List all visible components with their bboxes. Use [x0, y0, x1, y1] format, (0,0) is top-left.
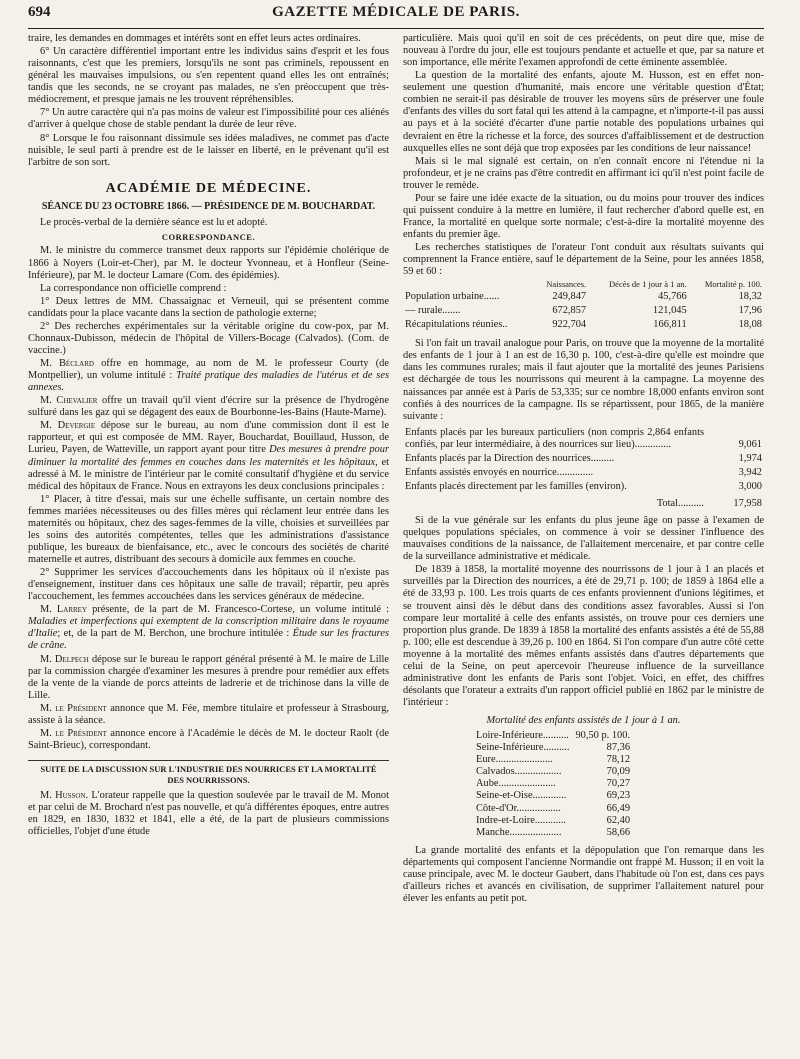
- rate: 78,12: [606, 754, 631, 766]
- department: Seine-et-Oise.............: [476, 790, 567, 802]
- correspondance-heading: CORRESPONDANCE.: [161, 231, 256, 242]
- paragraph: 2° Des recherches expérimentales sur la véritable origine du cow-pox, par M. Chonnaux-Dubisson, médecin de l'hôpital de Villers-Bocage (Calvados). (Com. de vaccine.): [28, 320, 389, 356]
- speaker-name: M. Husson.: [40, 790, 89, 802]
- rate: 69,23: [606, 790, 631, 802]
- speaker-name: M. Delpech: [40, 653, 89, 665]
- paragraph: [28, 790, 389, 838]
- paragraph: Les recherches statistiques de l'orateur l'ont conduit aux résultats suivants qui comprennent la France entière, sauf le département de la Seine, pour les années 1858, 59 et 60 :: [403, 242, 764, 278]
- rate: 70,09: [606, 766, 631, 778]
- row-value: 3,942: [738, 466, 762, 478]
- row-label: Enfants placés directement par les familles (environ).: [405, 480, 627, 492]
- paragraph: 6° Un caractère différentiel important entre les individus sains d'esprit et les fous raisonnants, c'est que les premiers, lorsqu'ils ne sont pas criminels, repoussent en général les mauvaises impulsions, ou s'en repentent quand elles les ont entraînés; tandis que les seconds, ne se croyant pas malades, ne s'en préoccupent que très-médiocrement, et presque jamais ne les trouvent répréhensibles.: [28, 46, 389, 106]
- paragraph: [28, 728, 389, 752]
- paragraph: [28, 654, 389, 702]
- text-run: offre un travail qu'il vient d'écrire sur la présence de l'hydrogène sulfuré dans les gaz qui se dégagent des eaux de Bourbonne-les-Bains (Haute-Marne).: [28, 395, 389, 419]
- department: Seine-Inférieure..........: [476, 742, 570, 754]
- text-run: offre en hommage, au nom de M. le professeur Courty (de Montpellier), un volume intitulé :: [28, 358, 389, 382]
- text-run: L'orateur rappelle que la question soulevée par le travail de M. Monot et par celui de M. Brochard n'est pas nouvelle, et qu'à différentes époques, entre autres en 1829, en 1830, 1832 et 1841, elle a été, de la part de plusieurs commissions officielles, l'objet d'une étude: [28, 790, 390, 838]
- text-run: ; et, de la part de M. Berchon, une brochure intitulée :: [57, 628, 293, 640]
- text-run: annonce que M. Fée, membre titulaire et professeur à Strasbourg, assiste à la séance.: [28, 702, 389, 726]
- discussion-heading-line: SUITE DE LA DISCUSSION SUR L'INDUSTRIE DES NOURRICES ET LA MORTALITÉ: [40, 764, 377, 774]
- table-header-row: [403, 280, 764, 290]
- table-row: [403, 304, 764, 318]
- paragraph: traire, les demandes en dommages et intérêts sont en effet leurs actes ordinaires.: [28, 33, 361, 44]
- paragraph: Pour se faire une idée exacte de la situation, ou du moins pour trouver des indices qui puissent conduire à la mettre en lumière, il faut rechercher d'abord quelle est, en France, la mortalité en quelque sorte normale; c'est-à-dire la mortalité moyenne des enfants du premier âge.: [403, 192, 764, 240]
- department: Eure......................: [476, 754, 553, 766]
- cell-naissances: 922,704: [552, 319, 587, 331]
- rate: 58,66: [606, 826, 631, 838]
- total-value: 17,958: [733, 498, 762, 510]
- row-label: Enfants placés par les bureaux particuliers (non compris 2,864 enfants confiés, par leur intermédiaire, à des nourrices sur lieu)..............: [405, 426, 704, 450]
- column-header: [403, 280, 534, 290]
- page-number: 694: [28, 4, 51, 20]
- paragraph: Si l'on fait un travail analogue pour Paris, on trouve que la moyenne de la mortalité des enfants de 1 jour à 1 an est de 16,30 p. 100, c'est-à-dire qu'elle est moindre que dans les communes rurales; mais il faut ajouter que la mortalité des jeunes Parisiens est déchargée de tous les nourrissons qui meurent à la campagne. La moyenne des naissances par année est à Paris de 53,335; sur ce nombre 18,000 enfants environ sont confiés à des nourrices de la campagne. Ils se répartissent, pour 1865, de la manière suivante :: [403, 338, 764, 422]
- table-row: [403, 290, 764, 304]
- rate: 90,50 p. 100.: [575, 730, 631, 742]
- cell-deces: 45,766: [658, 291, 687, 303]
- row-value: 1,974: [738, 452, 762, 464]
- paragraph: M. le ministre du commerce transmet deux rapports sur l'épidémie cholérique de 1866 à Noyers (Loir-et-Cher), par M. le docteur Yvonneau, et à Honfleur (Seine-Inférieure), par M. le docteur Lamare (Com. des épidémies).: [28, 245, 389, 281]
- text-run: dépose sur le bureau, au nom d'une commission dont il est le rapporteur, et qui est composée de MM. Rayer, Bouchardat, Bouillaud, Husson, de Lurieu, Payen, de Watteville, un rapport ayant pour titre: [28, 420, 389, 456]
- paragraph: [28, 395, 389, 419]
- paragraph: 7° Un autre caractère qui n'a pas moins de valeur est l'impossibilité pour ces aliénés d'arriver à quelque chose de stable pendant la durée de leur rêve.: [28, 107, 389, 131]
- table-row: [403, 452, 764, 466]
- table-row: [473, 778, 633, 790]
- table-row: [473, 790, 633, 802]
- discussion-heading: [28, 760, 389, 786]
- paragraph: [28, 358, 389, 394]
- column-header: Mortalité p. 100.: [704, 279, 762, 290]
- paragraph: 1° Deux lettres de MM. Chassaignac et Verneuil, qui se présentent comme candidats pour la place vacante dans la section de pathologie externe;: [28, 295, 389, 319]
- paragraph: 8° Lorsque le fou raisonnant dissimule ses idées maladives, ne commet pas d'acte nuisible, le seul parti à prendre est de le laisser en liberté, en le prévenant qu'il est l'arbitre de son sort.: [28, 132, 389, 168]
- rate: 70,27: [606, 778, 631, 790]
- paragraph: particulière. Mais quoi qu'il en soit de ces précédents, on peut dire que, mise de nouveau à l'ordre du jour, elle est toujours pendante et actuelle et que, par sa nature et son importance, elle mérite l'examen approfondi de cette éminente assemblée.: [403, 33, 764, 69]
- right-column: [403, 33, 764, 906]
- page-header: [28, 4, 764, 29]
- department: Loire-Inférieure..........: [476, 730, 569, 742]
- department: Aube......................: [476, 778, 556, 790]
- mortality-table: [473, 730, 633, 839]
- text-run: présente, de la part de M. Francesco-Cortese, un volume intitulé :: [87, 604, 389, 616]
- table-row: [473, 754, 633, 766]
- text-run: et adressé à M. le ministre de l'intérieur par le comité consultatif d'hygiène et du service médical des hôpitaux de France. Nous en extrayons les deux conclusions principales :: [28, 456, 389, 492]
- paragraph: La question de la mortalité des enfants, ajoute M. Husson, est en effet non-seulement une question d'humanité, mais encore une véritable question d'État; combien ne serait-il pas désirable de trouver les moyens sûrs de préserver une foule d'enfants des villes du sort fatal qui les attend à la campagne, et n'importe-t-il pas aussi au pays et à la société d'écarter d'une partie notable des populations urbaines qui devraient en être la richesse et la force, des sources d'affaiblissement et de destruction auxquelles elles ne sont déjà que trop exposées par les conditions de leur naissance!: [403, 70, 764, 154]
- paragraph: 1° Placer, à titre d'essai, mais sur une échelle suffisante, un certain nombre des femmes mariées nécessiteuses ou des filles mères qui réclament leur entrée dans les maternités ou hôpitaux, chez des sages-femmes de la ville, choisies et surveillées par les soins des autorités compétentes, telles que les administrations d'assistance publique, les bureaux de bienfaisance, etc., avec le concours des sociétés de charité maternelle et autres, distribuant des secours à domicile aux femmes en couche.: [28, 493, 389, 565]
- row-value: 3,000: [738, 480, 762, 492]
- rate: 66,49: [606, 802, 631, 814]
- paragraph: 2° Supprimer les services d'accouchements dans les hôpitaux où il n'existe pas d'enseignement, instituer dans ces hôpitaux une salle de travail; répartir, peu après l'accouchement, les femmes accouchées dans les services généraux de médecine.: [28, 567, 389, 603]
- department: Manche....................: [476, 826, 562, 838]
- report-title: Des mesures à prendre pour diminuer la mortalité des femmes en couches dans les maternités et les hôpitaux,: [28, 444, 389, 468]
- rate: 87,36: [606, 742, 631, 754]
- paragraph: La correspondance non officielle comprend :: [40, 282, 227, 294]
- table-row: [473, 815, 633, 827]
- table-row: [473, 742, 633, 754]
- row-value: 9,061: [738, 438, 762, 450]
- paragraph: [28, 604, 389, 652]
- speaker-name: M. Devergie: [40, 420, 96, 432]
- rate: 62,40: [606, 814, 631, 826]
- distribution-table: [403, 426, 764, 511]
- table-row: [403, 426, 764, 452]
- row-label: Population urbaine......: [405, 291, 500, 303]
- table-row: [473, 803, 633, 815]
- department: Côte-d'Or.................: [476, 802, 561, 814]
- academy-heading: ACADÉMIE DE MÉDECINE.: [105, 180, 312, 196]
- department: Calvados..................: [476, 766, 562, 778]
- running-title: GAZETTE MÉDICALE DE PARIS.: [272, 4, 520, 20]
- total-label: Total..........: [656, 498, 704, 510]
- paragraph: De 1839 à 1858, la mortalité moyenne des nourrissons de 1 jour à 1 an placés et surveillés par la Direction des nourrices, a été de 29,71 p. 100; de 1859 à 1864 elle a été de 33,93 p. 100. Les trois quarts de ces enfants proviennent d'unions légitimes, et se trouvent ainsi dès le début dans des conditions assez favorables. Aussi si l'on compare leur mortalité à celle des enfants assistés, on trouve pour ces derniers une proportion plus grande. De 1839 à 1858 la mortalité des enfants assistés a été de 55,88 p. 100; elle est descendue à 39,26 p. 100 en 1864. Si l'on compare d'un autre côté cette moyenne à la mortalité des mêmes enfants assistés dans d'autres départements que celui de la Seine, on peut apercevoir l'heureuse influence de la surveillance administrative dont les enfants de Paris sont l'objet. Voici, en effet, des chiffres désolants que l'orateur a extraits d'un rapport officiel publié en 1862 par le ministre de l'intérieur :: [403, 564, 764, 709]
- total-row: [403, 494, 764, 511]
- table-row: [473, 730, 633, 742]
- population-table: [403, 280, 764, 332]
- cell-naissances: 672,857: [552, 305, 587, 317]
- speaker-name: M. Larrey: [40, 604, 87, 616]
- paragraph: Mais si le mal signalé est certain, on n'en connaît encore ni l'étendue ni la profondeur, et je ne crains pas d'être contredit en affirmant ici qu'il n'est point facile de trouver le remède.: [403, 155, 764, 191]
- table-row: [403, 466, 764, 480]
- two-column-body: [28, 33, 764, 906]
- speaker-name: M. le Président: [40, 727, 107, 739]
- cell-mortalite: 18,08: [738, 319, 762, 331]
- mortality-table-title: Mortalité des enfants assistés de 1 jour à 1 an.: [486, 715, 681, 727]
- seance-heading: SÉANCE DU 23 OCTOBRE 1866. — PRÉSIDENCE DE M. BOUCHARDAT.: [41, 200, 376, 212]
- row-label: — rurale.......: [405, 305, 461, 317]
- paragraph: [28, 420, 389, 492]
- book-title: Traité pratique des maladies de l'utérus et de ses annexes.: [28, 370, 389, 394]
- text-run: annonce encore à l'Académie le décès de M. le docteur Raolt (de Saint-Brieuc), correspondant.: [28, 727, 389, 751]
- department: Indre-et-Loire............: [476, 814, 567, 826]
- paragraph: Le procès-verbal de la dernière séance est lu et adopté.: [40, 216, 268, 228]
- speaker-name: M. Chevalier: [40, 395, 98, 407]
- cell-deces: 121,045: [652, 305, 687, 317]
- table-row: [473, 766, 633, 778]
- cell-mortalite: 17,96: [738, 305, 762, 317]
- book-title: Étude sur les fractures de crâne.: [28, 628, 389, 652]
- text-run: dépose sur le bureau le rapport général présenté à M. le maire de Lille par la commission chargée d'examiner les mesures à prendre pour remédier aux effets de la vente de la viande de porcs atteints de ladrerie et de trichinose dans la ville de Lille.: [28, 653, 389, 701]
- row-label: Enfants assistés envoyés en nourrice..............: [405, 466, 594, 478]
- paragraph: Si de la vue générale sur les enfants du plus jeune âge on passe à l'examen de quelques populations spéciales, on commence à voir se dessiner l'influence des mauvaises conditions de la naissance, de l'allaitement mercenaire, et par contre celle de la surveillance administrative et médicale.: [403, 515, 764, 563]
- table-row: [403, 480, 764, 494]
- table-row: [403, 318, 764, 332]
- row-label: Enfants placés par la Direction des nourrices.........: [405, 452, 615, 464]
- table-row: [473, 827, 633, 839]
- paragraph: [28, 703, 389, 727]
- cell-deces: 166,811: [653, 319, 687, 331]
- cell-naissances: 249,847: [552, 291, 587, 303]
- paragraph: La grande mortalité des enfants et la dépopulation que l'on remarque dans les départements qui composent l'ancienne Normandie ont frappé M. Husson; il en voit la cause principale, avec M. le docteur Gaubert, dans l'habitude où l'on est, dans ces pays d'ailleurs riches et avancés en civilisation, de supprimer l'allaitement naturel pour élever les enfants au petit pot.: [403, 844, 764, 904]
- discussion-heading-line: DES NOURRISSONS.: [167, 775, 250, 786]
- speaker-name: M. le Président: [40, 702, 107, 714]
- left-column: [28, 33, 389, 906]
- cell-mortalite: 18,32: [738, 291, 762, 303]
- column-header: Naissances.: [546, 279, 587, 290]
- book-title: Maladies et imperfections qui exemptent de la conscription militaire dans le royaume d'Italie: [28, 616, 389, 640]
- row-label: Récapitulations réunies..: [405, 319, 508, 331]
- column-header: Décès de 1 jour à 1 an.: [609, 279, 687, 290]
- speaker-name: M. Béclard: [40, 358, 94, 369]
